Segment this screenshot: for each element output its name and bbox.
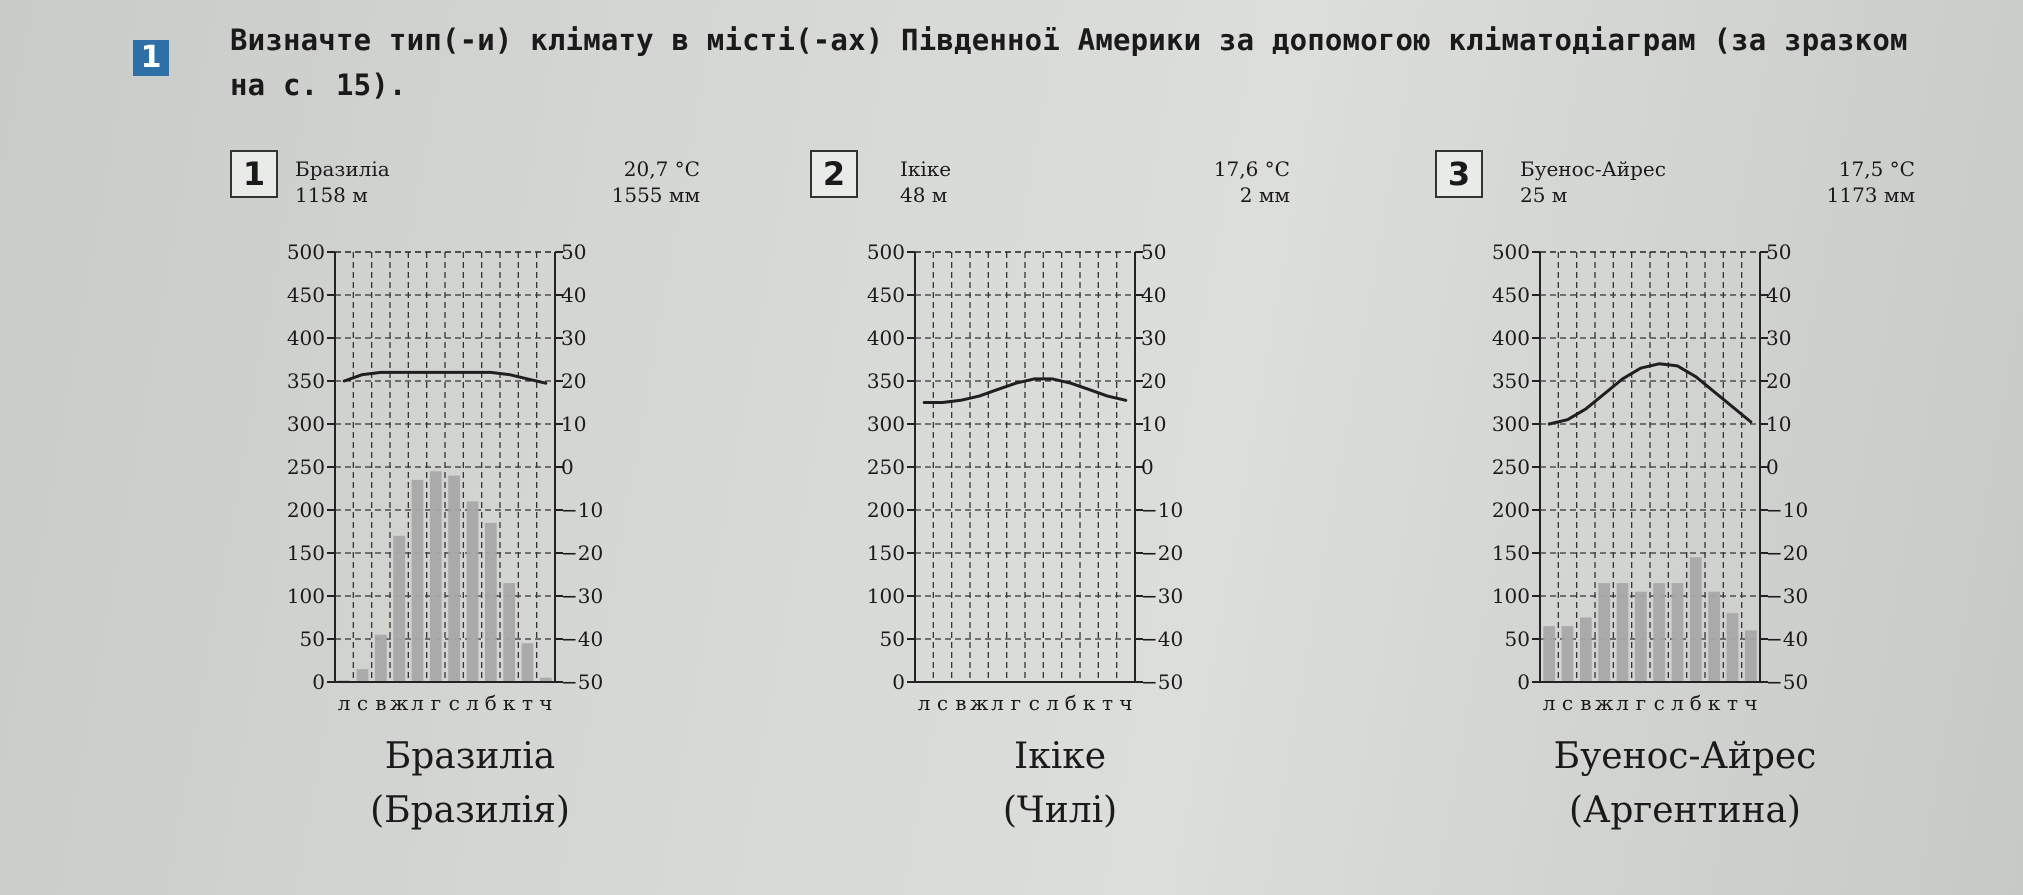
month-label: ч [539, 691, 553, 715]
right-tick-label: −50 [1141, 670, 1184, 694]
climate-panel-iquique [810, 150, 1370, 850]
left-tick-label: 250 [866, 455, 905, 479]
left-tick-label: 450 [866, 283, 905, 307]
right-tick-label: −20 [1766, 541, 1809, 565]
caption-country: (Чилі) [1002, 790, 1118, 831]
chart-caption [260, 730, 680, 838]
month-label: в [1580, 691, 1592, 715]
right-tick-label: −10 [561, 498, 604, 522]
climate-panel-buenos-aires [1435, 150, 1995, 850]
station-name: Буенос-Айрес [1520, 157, 1666, 181]
right-tick-label: 40 [1141, 283, 1167, 307]
right-tick-label: 20 [1141, 369, 1167, 393]
month-label: в [955, 691, 967, 715]
month-label: г [1635, 691, 1647, 715]
left-tick-label: 0 [1517, 670, 1530, 694]
annual-precipitation: 1555 мм [611, 183, 700, 207]
month-label: б [1689, 691, 1702, 715]
temperature-line [924, 379, 1126, 403]
left-tick-label: 300 [866, 412, 905, 436]
right-tick-label: 0 [1766, 455, 1779, 479]
chart-number: 3 [1435, 150, 1483, 198]
chart-caption [850, 730, 1270, 838]
left-tick-label: 100 [866, 584, 905, 608]
right-tick-label: 20 [1766, 369, 1792, 393]
month-label: ч [1744, 691, 1758, 715]
right-tick-label: −10 [1766, 498, 1809, 522]
caption-city: Буенос-Айрес [1553, 736, 1817, 777]
precipitation-bar [467, 501, 479, 682]
month-label: к [1707, 691, 1721, 715]
month-label: с [356, 691, 369, 715]
left-tick-label: 150 [1491, 541, 1530, 565]
month-label: л [466, 691, 479, 715]
right-tick-label: 40 [561, 283, 587, 307]
left-tick-label: 50 [879, 627, 905, 651]
precipitation-bar [1580, 618, 1592, 683]
left-tick-label: 350 [286, 369, 325, 393]
precipitation-bar [357, 669, 369, 682]
right-tick-label: 30 [1141, 326, 1167, 350]
month-label: к [502, 691, 516, 715]
station-elevation: 48 м [900, 183, 948, 207]
precipitation-bar [1562, 626, 1574, 682]
annual-temperature: 17,5 °C [1838, 157, 1915, 181]
month-label: л [1542, 691, 1556, 715]
left-tick-label: 50 [299, 627, 325, 651]
left-tick-label: 450 [286, 283, 325, 307]
right-tick-label: 30 [1766, 326, 1792, 350]
left-tick-label: 150 [286, 541, 325, 565]
station-name: Ікіке [900, 157, 952, 181]
climate-diagram [1435, 230, 1915, 722]
precipitation-bar [522, 643, 534, 682]
month-label: г [430, 691, 442, 715]
caption-country: (Аргентина) [1569, 790, 1801, 831]
right-tick-label: −10 [1141, 498, 1184, 522]
chart-number: 2 [810, 150, 858, 198]
station-elevation: 25 м [1520, 183, 1568, 207]
right-tick-label: −40 [561, 627, 604, 651]
month-label: л [1046, 691, 1059, 715]
left-tick-label: 0 [312, 670, 325, 694]
right-tick-label: −40 [1766, 627, 1809, 651]
month-label: ж [969, 691, 989, 715]
month-label: с [1561, 691, 1574, 715]
month-label: т [521, 691, 534, 715]
right-tick-label: 50 [561, 240, 587, 264]
right-tick-label: 40 [1766, 283, 1792, 307]
left-tick-label: 100 [286, 584, 325, 608]
precipitation-bar [1727, 613, 1739, 682]
month-label: т [1101, 691, 1114, 715]
left-tick-label: 450 [1491, 283, 1530, 307]
right-tick-label: 10 [1141, 412, 1167, 436]
precipitation-bar [393, 536, 405, 682]
month-label: т [1726, 691, 1739, 715]
left-tick-label: 400 [286, 326, 325, 350]
precipitation-bar [1708, 592, 1720, 682]
task-instruction: Визначте тип(-и) клімату в місті(-ах) Південної Америки за допомогою кліматодіаграм (за зразком на с. 15). [230, 23, 1908, 102]
annual-temperature: 20,7 °C [623, 157, 700, 181]
precipitation-bar [1653, 583, 1665, 682]
climate-diagram [810, 230, 1290, 722]
right-tick-label: −30 [561, 584, 604, 608]
month-label: с [1028, 691, 1040, 715]
month-label: б [1064, 691, 1077, 715]
right-tick-label: −50 [561, 670, 604, 694]
month-label: ч [1119, 691, 1133, 715]
right-tick-label: −30 [1766, 584, 1809, 608]
right-tick-label: 0 [1141, 455, 1154, 479]
caption-city: Бразиліа [384, 736, 556, 777]
left-tick-label: 250 [286, 455, 325, 479]
left-tick-label: 250 [1491, 455, 1530, 479]
month-label: в [375, 691, 387, 715]
month-label: ж [1594, 691, 1614, 715]
precipitation-bar [485, 523, 497, 682]
left-tick-label: 500 [866, 240, 905, 264]
right-tick-label: 50 [1766, 240, 1792, 264]
left-tick-label: 150 [866, 541, 905, 565]
caption-country: (Бразилія) [370, 790, 570, 831]
left-tick-label: 400 [866, 326, 905, 350]
climate-panel-brasilia [230, 150, 790, 850]
precipitation-bar [1635, 592, 1647, 682]
station-name: Бразиліа [295, 157, 390, 181]
caption-city: Ікіке [1013, 736, 1107, 777]
annual-temperature: 17,6 °C [1213, 157, 1290, 181]
left-tick-label: 350 [1491, 369, 1530, 393]
precipitation-bar [1672, 583, 1684, 682]
left-tick-label: 400 [1491, 326, 1530, 350]
month-label: л [337, 691, 351, 715]
left-tick-label: 200 [286, 498, 325, 522]
precipitation-bar [1690, 557, 1702, 682]
month-label: л [917, 691, 931, 715]
right-tick-label: −30 [1141, 584, 1184, 608]
month-label: с [1653, 691, 1665, 715]
right-tick-label: 10 [561, 412, 587, 436]
station-elevation: 1158 м [295, 183, 368, 207]
left-tick-label: 200 [866, 498, 905, 522]
right-tick-label: 50 [1141, 240, 1167, 264]
right-tick-label: −20 [1141, 541, 1184, 565]
precipitation-bar [1617, 583, 1629, 682]
task-number-badge: 1 [133, 40, 169, 76]
month-label: ж [389, 691, 409, 715]
precipitation-bar [1543, 626, 1555, 682]
left-tick-label: 500 [286, 240, 325, 264]
month-label: л [1671, 691, 1684, 715]
annual-precipitation: 1173 мм [1826, 183, 1915, 207]
right-tick-label: 10 [1766, 412, 1792, 436]
right-tick-label: 30 [561, 326, 587, 350]
right-tick-label: −40 [1141, 627, 1184, 651]
left-tick-label: 0 [892, 670, 905, 694]
right-tick-label: −20 [561, 541, 604, 565]
month-label: л [991, 691, 1004, 715]
left-tick-label: 50 [1504, 627, 1530, 651]
left-tick-label: 100 [1491, 584, 1530, 608]
precipitation-bar [430, 471, 442, 682]
left-tick-label: 300 [1491, 412, 1530, 436]
annual-precipitation: 2 мм [1239, 183, 1290, 207]
month-label: л [1616, 691, 1629, 715]
left-tick-label: 350 [866, 369, 905, 393]
chart-number: 1 [230, 150, 278, 198]
precipitation-bar [375, 635, 387, 682]
precipitation-bar [1745, 630, 1757, 682]
month-label: г [1010, 691, 1022, 715]
right-tick-label: −50 [1766, 670, 1809, 694]
month-label: с [936, 691, 949, 715]
month-label: к [1082, 691, 1096, 715]
chart-caption [1475, 730, 1895, 838]
precipitation-bar [448, 476, 460, 682]
climate-diagram [230, 230, 710, 722]
left-tick-label: 300 [286, 412, 325, 436]
right-tick-label: 20 [561, 369, 587, 393]
left-tick-label: 500 [1491, 240, 1530, 264]
left-tick-label: 200 [1491, 498, 1530, 522]
precipitation-bar [503, 583, 515, 682]
precipitation-bar [412, 480, 424, 682]
right-tick-label: 0 [561, 455, 574, 479]
month-label: л [411, 691, 424, 715]
month-label: с [448, 691, 460, 715]
month-label: б [484, 691, 497, 715]
precipitation-bar [1598, 583, 1610, 682]
